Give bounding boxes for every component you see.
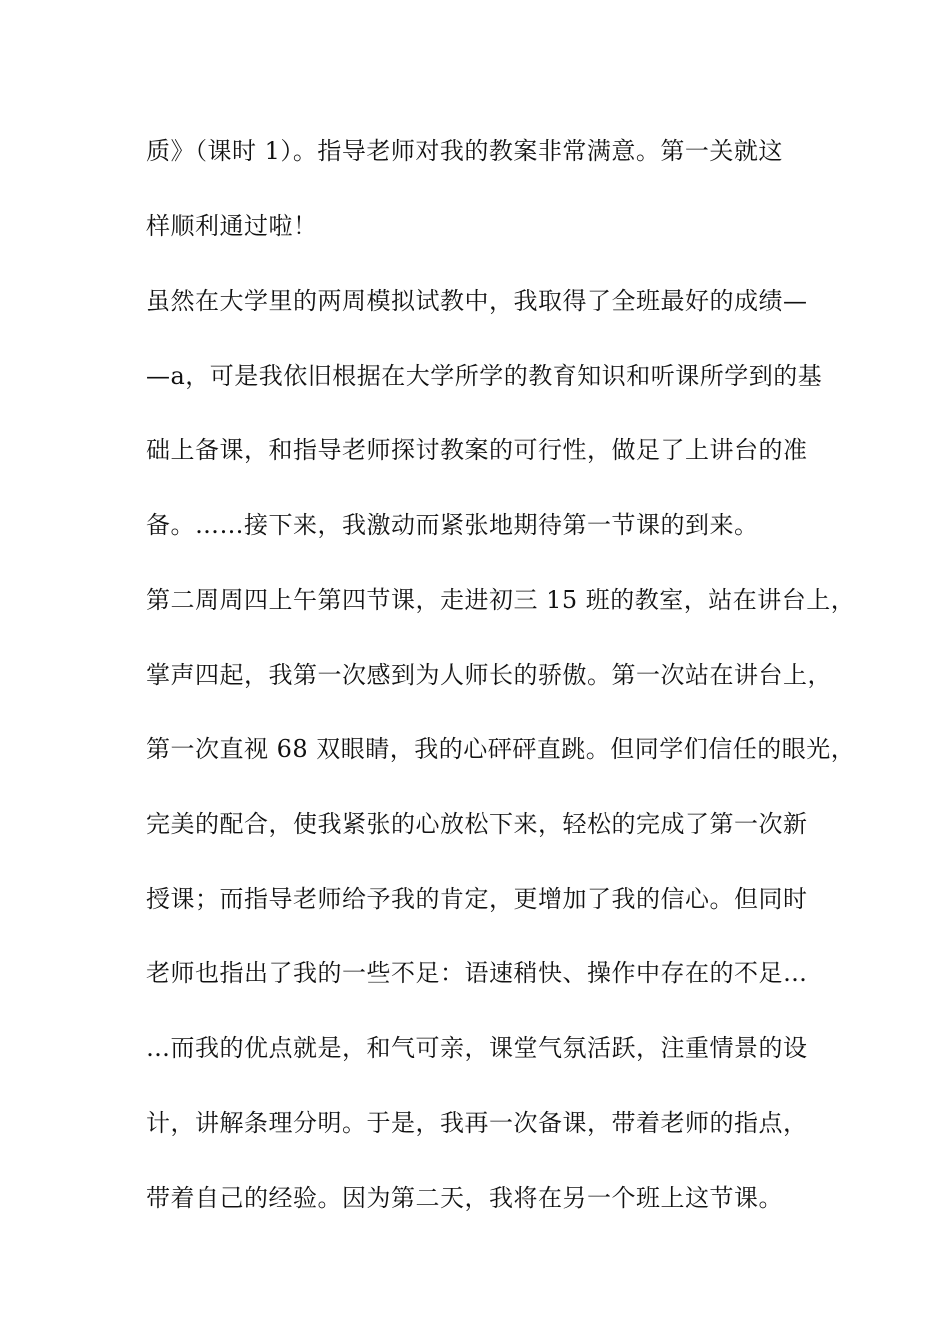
text-line: 备。……接下来，我激动而紧张地期待第一节课的到来。	[146, 511, 759, 539]
text-line: 掌声四起，我第一次感到为人师长的骄傲。第一次站在讲台上，	[146, 661, 832, 689]
text-line: …而我的优点就是，和气可亲，课堂气氛活跃，注重情景的设	[146, 1034, 808, 1062]
text-line: —a，可是我依旧根据在大学所学的教育知识和听课所学到的基	[146, 362, 823, 390]
text-line: 虽然在大学里的两周模拟试教中，我取得了全班最好的成绩—	[146, 287, 808, 315]
text-line: 样顺利通过啦！	[146, 212, 318, 240]
text-line: 第二周周四上午第四节课，走进初三 15 班的教室，站在讲台上，	[146, 586, 856, 614]
text-line: 授课；而指导老师给予我的肯定，更增加了我的信心。但同时	[146, 885, 808, 913]
text-line: 础上备课，和指导老师探讨教案的可行性，做足了上讲台的准	[146, 436, 808, 464]
text-line: 带着自己的经验。因为第二天，我将在另一个班上这节课。	[146, 1184, 783, 1212]
text-line: 质》（课时 1）。指导老师对我的教案非常满意。第一关就这	[146, 137, 783, 165]
text-line: 完美的配合，使我紧张的心放松下来，轻松的完成了第一次新	[146, 810, 808, 838]
text-line: 老师也指出了我的一些不足：语速稍快、操作中存在的不足…	[146, 959, 808, 987]
text-line: 第一次直视 68 双眼睛，我的心砰砰直跳。但同学们信任的眼光，	[146, 735, 856, 763]
text-line: 计，讲解条理分明。于是，我再一次备课，带着老师的指点，	[146, 1109, 808, 1137]
